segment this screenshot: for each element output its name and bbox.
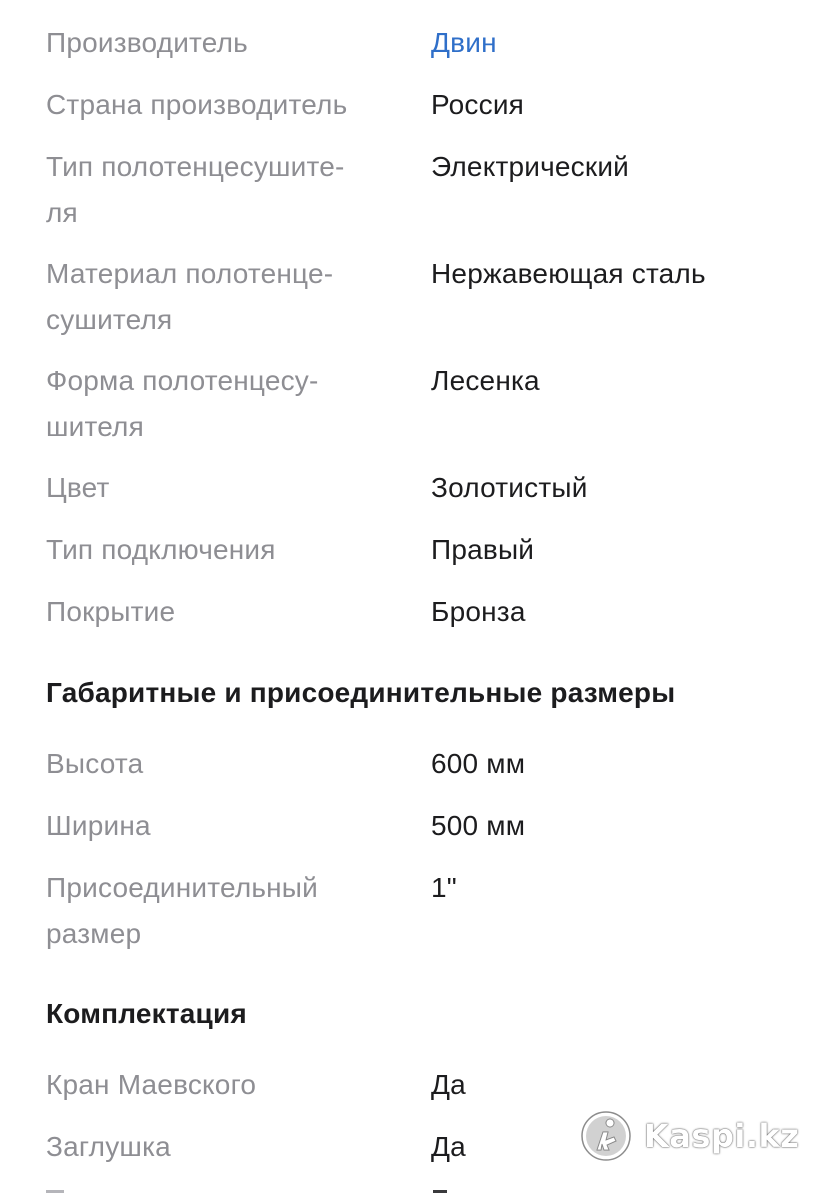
manufacturer-link[interactable]: Двин	[431, 27, 497, 58]
spec-value: Правый	[431, 534, 535, 565]
spec-value: Электрический	[431, 151, 629, 182]
section-title-package: Комплектация	[46, 998, 247, 1029]
kaspi-logo-icon	[580, 1110, 632, 1162]
spec-label: Материал полотенце- сушителя	[46, 258, 334, 335]
spec-value: 500 мм	[431, 810, 526, 841]
cutoff-label-fragment	[46, 1190, 64, 1200]
spec-value: Да	[431, 1131, 466, 1162]
kaspi-watermark	[580, 1108, 799, 1164]
spec-label: Производитель	[46, 27, 248, 58]
spec-label: Покрытие	[46, 596, 176, 627]
spec-value: Лесенка	[431, 365, 540, 396]
spec-label: Присоединительный размер	[46, 872, 318, 949]
spec-value: 1"	[431, 872, 457, 903]
spec-value: 600 мм	[431, 748, 526, 779]
spec-label: Ширина	[46, 810, 151, 841]
spec-label: Тип полотенцесушите- ля	[46, 151, 345, 228]
cutoff-value-fragment	[433, 1190, 447, 1200]
spec-label: Кран Маевского	[46, 1069, 257, 1100]
watermark-text: Kaspi.kz	[644, 1117, 800, 1155]
spec-row-cutoff	[46, 1186, 826, 1200]
spec-value: Золотистый	[431, 472, 588, 503]
spec-label: Тип подключения	[46, 534, 276, 565]
spec-value: Нержавеющая сталь	[431, 258, 706, 289]
spec-label: Заглушка	[46, 1131, 171, 1162]
spec-value: Россия	[431, 89, 525, 120]
spec-label: Цвет	[46, 472, 110, 503]
spec-value: Да	[431, 1069, 466, 1100]
spec-label: Форма полотенцесу- шителя	[46, 365, 319, 442]
spec-value: Бронза	[431, 596, 526, 627]
spec-label: Высота	[46, 748, 144, 779]
spec-label: Страна производитель	[46, 89, 348, 120]
section-title-dimensions: Габаритные и присоединительные размеры	[46, 677, 676, 708]
